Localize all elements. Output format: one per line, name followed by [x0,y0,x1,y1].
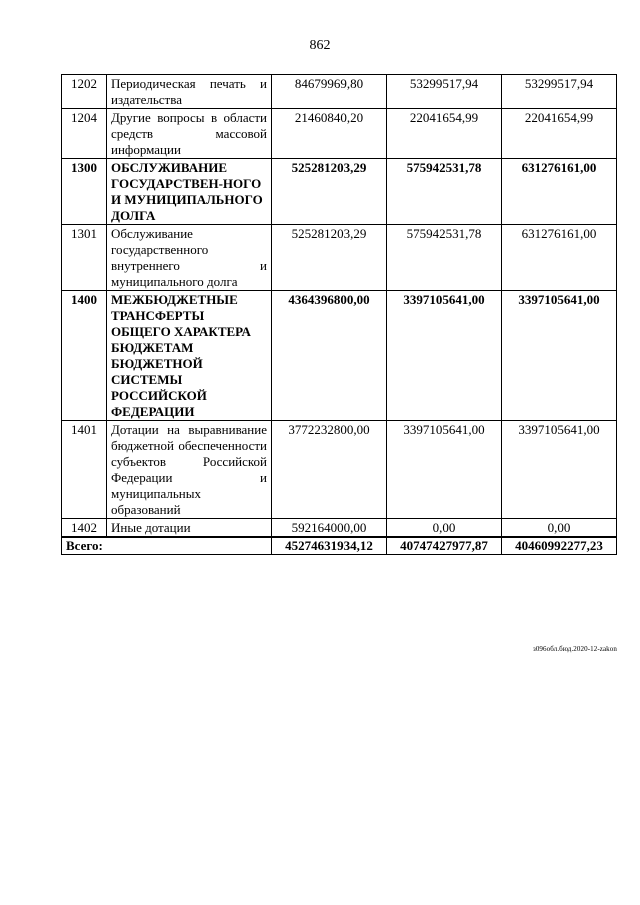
row-value-3: 3397105641,00 [502,421,617,519]
row-name: Обслуживание государственного внутреннего и муниципального долга [107,225,272,291]
table-row-1301 [62,225,617,291]
row-value-2: 3397105641,00 [387,421,502,519]
row-value-1: 525281203,29 [272,159,387,225]
row-value-1: 3772232800,00 [272,421,387,519]
total-label: Всего: [62,537,272,555]
row-name: МЕЖБЮДЖЕТНЫЕ ТРАНСФЕРТЫ ОБЩЕГО ХАРАКТЕРА БЮДЖЕТАМ БЮДЖЕТНОЙ СИСТЕМЫ РОССИЙСКОЙ ФЕДЕРАЦИИ [107,291,272,421]
row-value-2: 3397105641,00 [387,291,502,421]
row-name: ОБСЛУЖИВАНИЕ ГОСУДАРСТВЕН-НОГО И МУНИЦИПАЛЬНОГО ДОЛГА [107,159,272,225]
row-value-1: 84679969,80 [272,75,387,109]
row-name: Другие вопросы в области средств массовой информации [107,109,272,159]
total-value-2: 40747427977,87 [387,537,502,555]
row-value-2: 53299517,94 [387,75,502,109]
table-row-1204 [62,109,617,159]
table-row-1300 [62,159,617,225]
row-value-2: 575942531,78 [387,159,502,225]
table-row-1400 [62,291,617,421]
total-row [62,537,617,555]
row-code: 1301 [62,225,107,291]
row-code: 1204 [62,109,107,159]
page-number: 862 [309,38,331,53]
table-row-1202 [62,75,617,109]
budget-table [61,74,617,555]
row-code: 1300 [62,159,107,225]
row-code: 1401 [62,421,107,519]
row-code: 1400 [62,291,107,421]
row-value-1: 4364396800,00 [272,291,387,421]
row-value-1: 592164000,00 [272,519,387,538]
row-code: 1402 [62,519,107,538]
total-value-1: 45274631934,12 [272,537,387,555]
row-value-2: 0,00 [387,519,502,538]
row-value-2: 22041654,99 [387,109,502,159]
row-value-2: 575942531,78 [387,225,502,291]
row-name: Периодическая печать и издательства [107,75,272,109]
table-row-1402 [62,519,617,538]
row-value-3: 631276161,00 [502,159,617,225]
row-value-1: 525281203,29 [272,225,387,291]
document-code: з096обл.бюд.2020-12-zakon [532,645,617,653]
row-name: Иные дотации [107,519,272,538]
row-code: 1202 [62,75,107,109]
row-value-1: 21460840,20 [272,109,387,159]
table-row-1401 [62,421,617,519]
total-value-3: 40460992277,23 [502,537,617,555]
row-value-3: 0,00 [502,519,617,538]
row-value-3: 53299517,94 [502,75,617,109]
row-value-3: 631276161,00 [502,225,617,291]
row-value-3: 22041654,99 [502,109,617,159]
row-name: Дотации на выравнивание бюджетной обеспеченности субъектов Российской Федерации и муниципальных образований [107,421,272,519]
row-value-3: 3397105641,00 [502,291,617,421]
